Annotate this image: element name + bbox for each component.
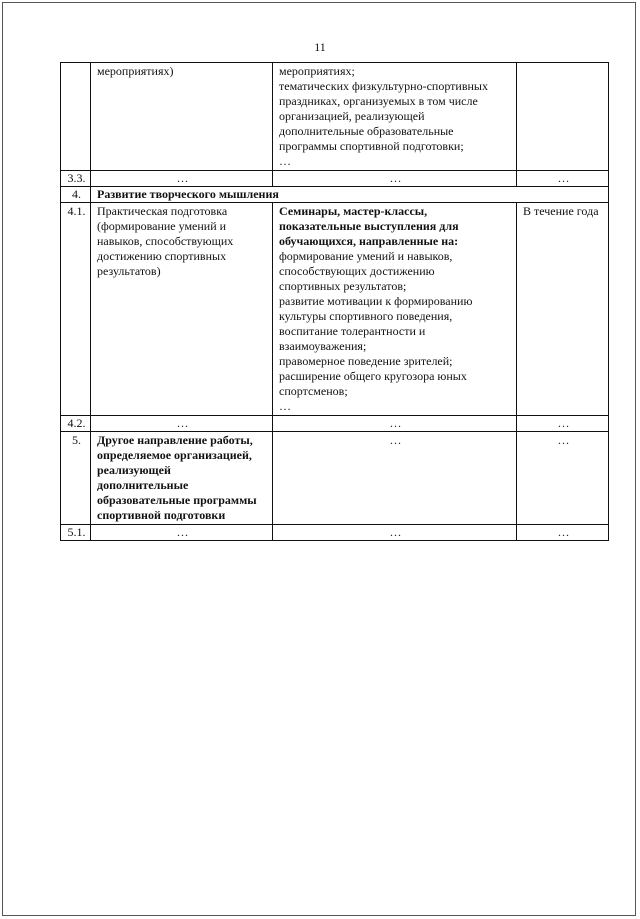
row-number-cell: 4.2. [61,416,91,432]
direction-line: реализующей [97,463,171,477]
table-row-continuation [61,63,609,171]
content-cell: … [273,432,517,525]
direction-line: Другое направление работы, [97,433,253,447]
content-line: организацией, реализующей [279,109,425,123]
row-number-cell: 5.1. [61,525,91,541]
content-line: воспитание толерантности и [279,324,426,338]
section-title: Развитие творческого мышления [91,187,609,203]
plan-table [60,62,609,541]
row-number-cell [61,63,91,171]
content-line: … [279,399,291,413]
content-cell: … [273,525,517,541]
content-heading-line: показательные выступления для [279,219,459,233]
row-number-cell: 3.3. [61,171,91,187]
content-heading-line: Семинары, мастер-классы, [279,204,428,218]
content-line: спортивных результатов; [279,279,407,293]
content-line: способствующих достижению [279,264,435,278]
direction-line: дополнительные [97,478,189,492]
table-row-4-1 [61,203,609,416]
content-line: формирование умений и навыков, [279,249,453,263]
content-line: культуры спортивного поведения, [279,309,453,323]
direction-line: (формирование умений и [97,219,227,233]
time-cell [517,63,609,171]
content-line: тематических физкультурно-спортивных [279,79,488,93]
table-row-4-2 [61,416,609,432]
direction-cell: … [91,525,273,541]
content-line: развитие мотивации к формированию [279,294,473,308]
content-line: мероприятиях; [279,64,355,78]
content-line: дополнительные образовательные [279,124,454,138]
direction-cell [91,203,273,416]
content-cell: … [273,171,517,187]
page-number: 11 [314,40,326,54]
content-cell [273,63,517,171]
time-cell: … [517,416,609,432]
content-line: правомерное поведение зрителей; [279,354,453,368]
table-row-5 [61,432,609,525]
content-line: … [279,154,291,168]
content-line: спортсменов; [279,384,348,398]
time-cell: … [517,171,609,187]
time-cell: … [517,525,609,541]
content-line: расширение общего кругозора юных [279,369,467,383]
direction-line: Практическая подготовка [97,204,228,218]
row-number-cell: 4.1. [61,203,91,416]
row-number-cell: 4. [61,187,91,203]
content-line: программы спортивной подготовки; [279,139,464,153]
content-cell [273,203,517,416]
row-number-cell: 5. [61,432,91,525]
direction-line: результатов) [97,264,161,278]
direction-cell [91,63,273,171]
content-line: праздниках, организуемых в том числе [279,94,478,108]
time-cell: В течение года [517,203,609,416]
direction-line: достижению спортивных [97,249,227,263]
table-row-5-1 [61,525,609,541]
direction-cell: … [91,416,273,432]
direction-line: спортивной подготовки [97,508,226,522]
content-line: взаимоуважения; [279,339,367,353]
direction-line: навыков, способствующих [97,234,234,248]
direction-cell [91,432,273,525]
content-cell: … [273,416,517,432]
table-row-3-3 [61,171,609,187]
direction-line: определяемое организацией, [97,448,252,462]
time-cell: … [517,432,609,525]
direction-cell: … [91,171,273,187]
content-heading-line: обучающихся, направленные на: [279,234,459,248]
table-row-4-section [61,187,609,203]
direction-text: мероприятиях) [97,64,174,78]
direction-line: образовательные программы [97,493,257,507]
